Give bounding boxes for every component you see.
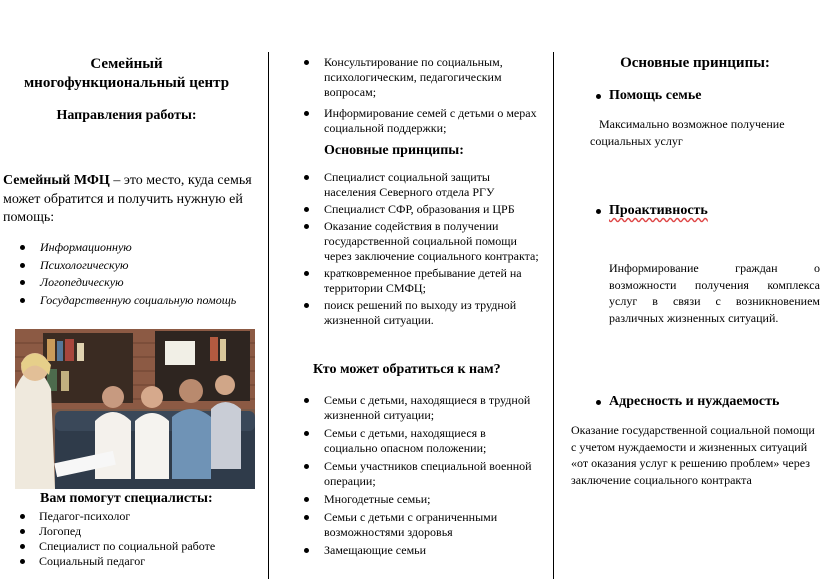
list-item: Семьи с детьми, находящиеся в социально опасном положении; — [306, 426, 542, 456]
list-item: Семьи участников специальной военной операции; — [306, 459, 542, 489]
list-item: Педагог-психолог — [16, 509, 261, 524]
list-item: Семьи с детьми с ограниченными возможностями здоровья — [306, 510, 542, 540]
intro-bold: Семейный МФЦ — [3, 173, 110, 188]
principle-proactive-label: Проактивность — [609, 203, 708, 218]
list-item: Замещающие семьи — [306, 543, 542, 558]
center-title — [0, 55, 253, 93]
list-item: Специалист по социальной работе — [16, 539, 261, 554]
specialists-heading: Вам помогут специалисты: — [40, 491, 213, 506]
list-item: Социальный педагог — [16, 554, 261, 569]
who-heading: Кто может обратиться к нам? — [313, 362, 501, 377]
principles-list — [306, 170, 542, 328]
list-item: Оказание содействия в получении государственной социальной помощи через заключение социального контракта; — [306, 219, 542, 264]
column-divider-right — [553, 52, 554, 579]
specialists-list — [16, 509, 261, 569]
principles-heading: Основные принципы: — [324, 143, 464, 158]
principle-targeting-title: Адресность и нуждаемость — [609, 394, 780, 409]
principle-targeting-text: Оказание государственной социальной помощи с учетом нуждаемости и жизненных ситуаций «от оказания услуг к решению проблем» через заключение социального контракта — [571, 423, 815, 487]
directions-heading: Направления работы: — [56, 108, 197, 123]
list-item: Специалист социальной защиты населения Северного отдела РГУ — [306, 170, 542, 200]
list-item: Семьи с детьми, находящиеся в трудной жизненной ситуации; — [306, 393, 542, 423]
services-list — [306, 55, 542, 136]
list-item: Государственную социальную помощь — [16, 292, 261, 310]
list-item: Информирование семей с детьми о мерах социальной поддержки; — [306, 106, 542, 136]
intro-paragraph — [3, 172, 255, 228]
column-divider-left — [268, 52, 269, 579]
family-photo-illustration — [15, 329, 255, 489]
list-item: кратковременное пребывание детей на территории СМФЦ; — [306, 266, 542, 296]
center-title-line1: Семейный — [90, 56, 163, 72]
principle-proactive-title — [609, 203, 708, 219]
center-title-line2: многофункциональный центр — [23, 75, 230, 91]
list-item: Логопед — [16, 524, 261, 539]
principle-help-family-title: Помощь семье — [609, 88, 702, 103]
list-item: поиск решений по выходу из трудной жизненной ситуации. — [306, 298, 542, 328]
list-item: Консультирование по социальным, психологическим, педагогическим вопросам; — [306, 55, 542, 100]
family-photo — [15, 329, 255, 489]
principle-help-family-text: Максимально возможное получение социальных услуг — [590, 117, 785, 148]
help-types-list — [16, 239, 261, 309]
list-item: Информационную — [16, 239, 261, 257]
principle-proactive-text: Информирование граждан о возможности получения комплекса услуг в связи с возникновением различных жизненных ситуаций. — [609, 261, 820, 325]
col3-heading: Основные принципы: — [620, 55, 770, 71]
intro-rest: – это место, куда семья может обратится и получить нужную ей помощь: — [3, 173, 252, 225]
list-item: Специалист СФР, образования и ЦРБ — [306, 202, 542, 217]
list-item: Психологическую — [16, 257, 261, 275]
list-item: Многодетные семьи; — [306, 492, 542, 507]
list-item: Логопедическую — [16, 274, 261, 292]
who-list — [306, 393, 542, 558]
